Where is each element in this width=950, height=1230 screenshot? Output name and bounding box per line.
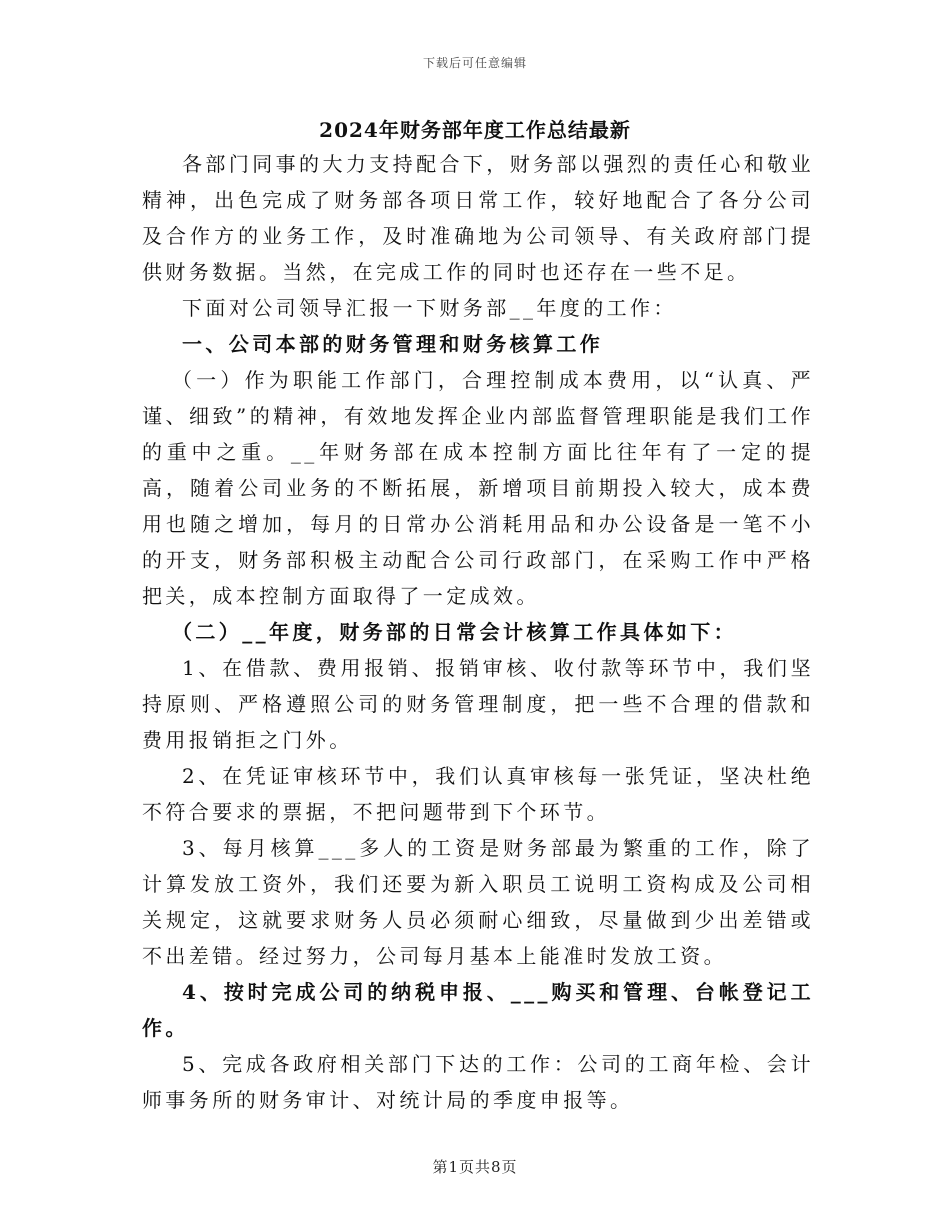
- list-item-2: 2、在凭证审核环节中，我们认真审核每一张凭证，坚决杜绝不符合要求的票据，不把问题带到下个环节。: [142, 764, 814, 824]
- list-item-5: 5、完成各政府相关部门下达的工作：公司的工商年检、会计师事务所的财务审计、对统计局的季度申报等。: [142, 1052, 814, 1112]
- section-heading-1: 一、公司本部的财务管理和财务核算工作: [182, 332, 604, 356]
- list-item-1: 1、在借款、费用报销、报销审核、收付款等环节中，我们坚持原则、严格遵照公司的财务管理制度，把一些不合理的借款和费用报销拒之门外。: [142, 656, 814, 752]
- page-number: 第1页共8页: [432, 1158, 518, 1176]
- document-body: [142, 146, 814, 1118]
- header-note: 下载后可任意编辑: [422, 56, 527, 70]
- list-item-3: 3、每月核算___多人的工资是财务部最为繁重的工作，除了计算发放工资外，我们还要为新入职员工说明工资构成及公司相关规定，这就要求财务人员必须耐心细致，尽量做到少出差错或不出差错。经过努力，公司每月基本上能准时发放工资。: [142, 836, 814, 968]
- subsection-heading-2: （二）__年度，财务部的日常会计核算工作具体如下：: [172, 620, 737, 644]
- paragraph-intro: 各部门同事的大力支持配合下，财务部以强烈的责任心和敬业精神，出色完成了财务部各项日常工作，较好地配合了各分公司及合作方的业务工作，及时准确地为公司领导、有关政府部门提供财务数据。当然，在完成工作的同时也还存在一些不足。: [142, 152, 814, 284]
- paragraph-subsection-1: （一）作为职能工作部门，合理控制成本费用，以“认真、严谨、细致”的精神，有效地发挥企业内部监督管理职能是我们工作的重中之重。__年财务部在成本控制方面比往年有了一定的提高，随着公司业务的不断拓展，新增项目前期投入较大，成本费用也随之增加，每月的日常办公消耗用品和办公设备是一笔不小的开支，财务部积极主动配合公司行政部门，在采购工作中严格把关，成本控制方面取得了一定成效。: [142, 368, 814, 608]
- list-item-4: 4、按时完成公司的纳税申报、___购买和管理、台帐登记工作。: [142, 980, 814, 1040]
- document-title: 2024年财务部年度工作总结最新: [319, 118, 631, 142]
- paragraph-report-lead: 下面对公司领导汇报一下财务部__年度的工作：: [182, 296, 677, 320]
